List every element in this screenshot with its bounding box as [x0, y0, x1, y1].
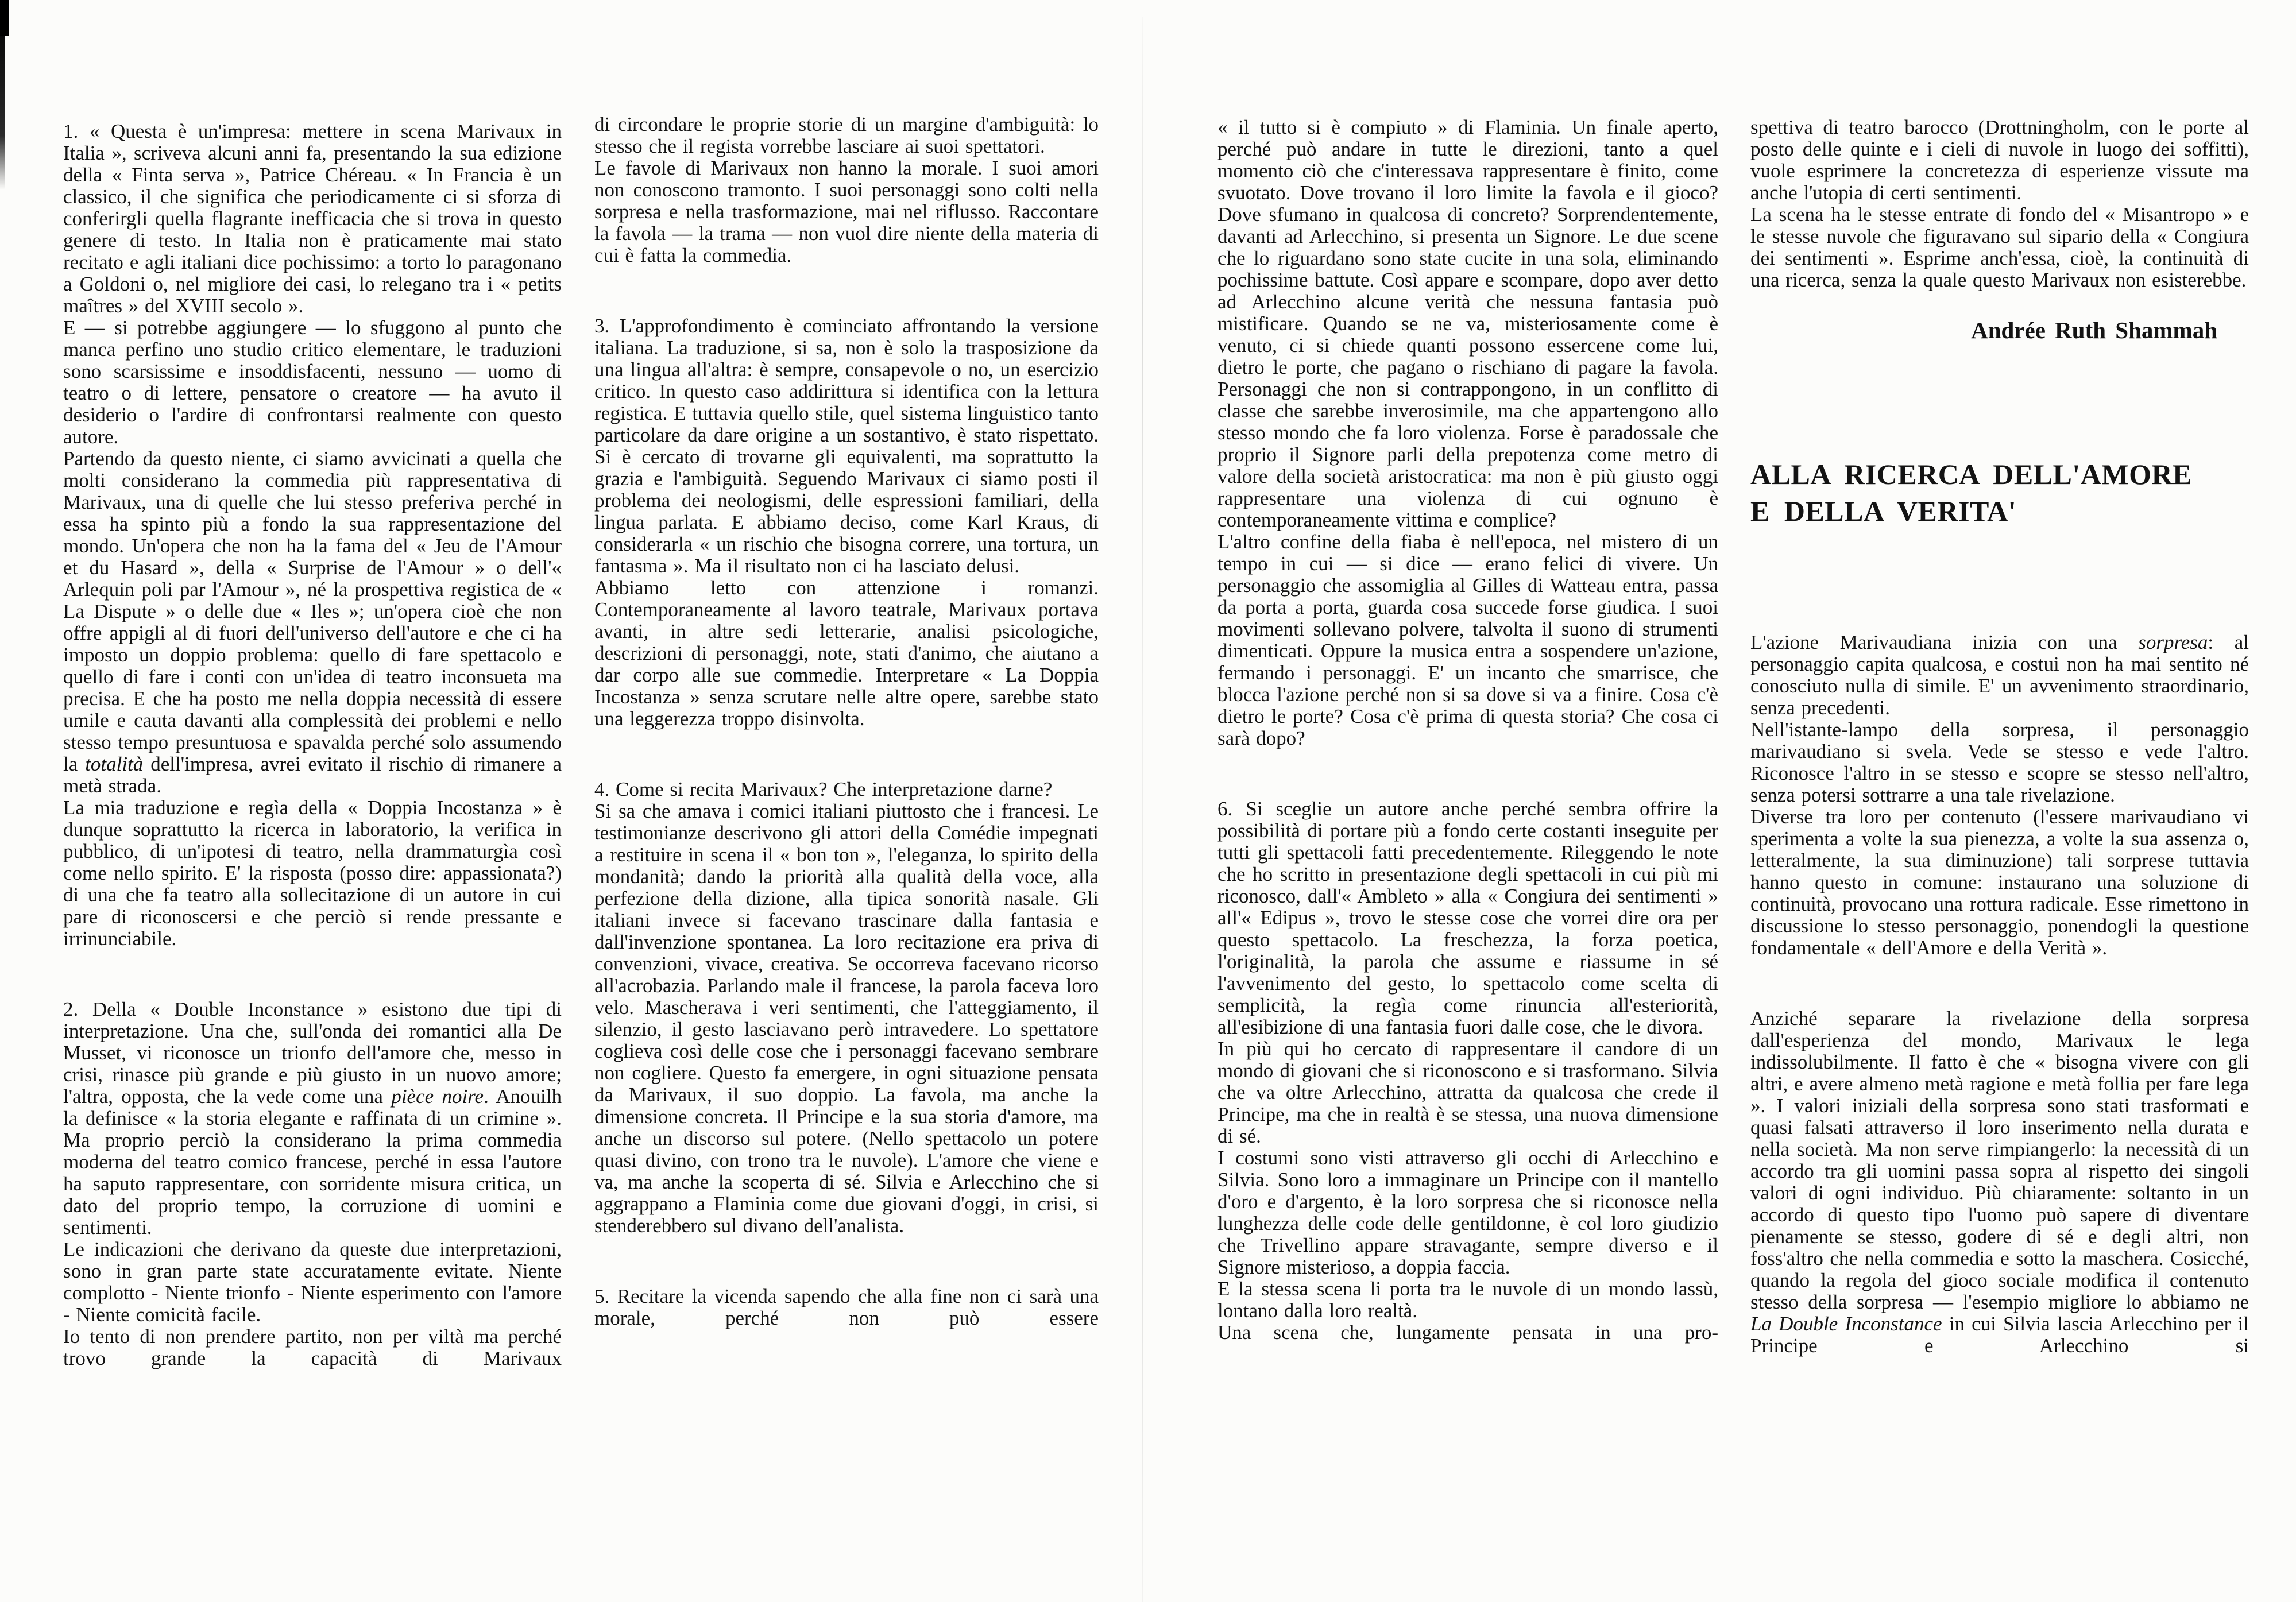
paragraph: di circondare le proprie storie di un margine d'ambiguità: lo stesso che il regista vorrebbe lasciare ai suoi spettatori. — [594, 113, 1099, 157]
paragraph: Si sa che amava i comici italiani piuttosto che i francesi. Le testimonianze descrivono gli attori della Comédie impegnati a restituire in scena il « bon ton », l'eleganza, lo spirito della mondanità; dando la priorità alla qualità della voce, alla perfezione della dizione, alla tipica sonorità nasale. Gli italiani invece si facevano trascinare dalla fantasia e dall'invenzione spontanea. La loro recitazione era priva di convenzioni, vivace, creativa. Se occorreva facevano ricorso all'acrobazia. Parlando male il francese, la parola faceva loro velo. Mascherava i veri sentimenti, che l'atteggiamento, il silenzio, il gesto lasciavano però intravedere. Lo spettatore coglieva così delle cose che i personaggi facevano sembrare non cogliere. Questo fa emergere, in ogni situazione pensata da Marivaux, il suo doppio. La favola, ma anche la dimensione concreta. Il Principe e la sua storia d'amore, ma anche un discorso sul potere. (Nello spettacolo un potere quasi divino, con trono tra le nuvole). L'amore che viene e va, ma anche la scoperta di sé. Silvia e Arlecchino che si aggrappano a Flaminia come due giovani d'oggi, in crisi, si stenderebbero sul divano dell'analista. — [594, 800, 1099, 1237]
paragraph: Una scena che, lungamente pensata in una pro- — [1217, 1321, 1718, 1344]
page-fold — [1142, 17, 1143, 1602]
scan-artifact-top-left — [0, 0, 9, 36]
text-column-3 — [1217, 117, 1718, 1344]
author-signature: Andrée Ruth Shammah — [1971, 317, 2217, 343]
paragraph: 4. Come si recita Marivaux? Che interpretazione darne? — [594, 778, 1053, 800]
text-column-2 — [594, 114, 1099, 1329]
paragraph: 5. Recitare la vicenda sapendo che alla fine non ci sarà una morale, perché non può essere — [594, 1285, 1099, 1329]
paragraph: 2. Della « Double Inconstance » esistono due tipi di interpretazione. Una che, sull'onda dei romantici alla De Musset, vi riconosce un trionfo dell'amore che, messo in crisi, rinasce più grande e più giusto in un nuovo amore; l'altra, opposta, che la vede come una pièce noire. Anouilh la definisce « la storia elegante e raffinata di un crimine ». Ma proprio perciò la considerano la prima commedia moderna del teatro comico francese, perché in essa l'autore ha saputo rappresentare, con sorridente misura critica, un dato del proprio tempo, la corruzione di uomini e sentimenti. — [63, 998, 562, 1239]
paragraph: I costumi sono visti attraverso gli occhi di Arlecchino e Silvia. Sono loro a immaginare un Principe con il mantello d'oro e d'argento, è la loro sorpresa che si riconosce nella lunghezza delle code delle gentildonne, è col loro giudizio che Trivellino appare stravagante, sempre diverso e il Signore misterioso, a doppia faccia. — [1217, 1147, 1718, 1278]
text-column-1 — [63, 121, 562, 1369]
paragraph: Abbiamo letto con attenzione i romanzi. Contemporaneamente al lavoro teatrale, Marivaux portava avanti, in altre sedi letterarie, analisi psicologiche, descrizioni di personaggi, note, stati d'animo, che aiutano a dar corpo alle sue commedie. Interpretare « La Doppia Incostanza » senza scrutare nelle altre opere, sarebbe stato una leggerezza troppo disinvolta. — [594, 576, 1099, 730]
paragraph: Le favole di Marivaux non hanno la morale. I suoi amori non conoscono tramonto. I suoi personaggi sono colti nella sorpresa e nella trasformazione, mai nel riflusso. Raccontare la favola — la trama — non vuol dire niente della materia di cui è fatta la commedia. — [594, 157, 1099, 266]
scan-artifact-left-streak — [0, 36, 5, 189]
paragraph: « il tutto si è compiuto » di Flaminia. Un finale aperto, perché può andare in tutte le direzioni, tanto a quel momento ciò che c'interessava rappresentare è finito, come svuotato. Dove trovano il loro limite la favola e il gioco? Dove sfumano in qualcosa di concreto? Sorprendentemente, davanti ad Arlecchino, si presenta un Signore. Le due scene che lo riguardano sono state cucite in una sola, eliminando pochissime battute. Così appare e scompare, dopo aver detto ad Arlecchino alcune verità che nessuna fantasia può mistificare. Quando se ne va, misteriosamente come è venuto, ci si chiede quanti possono essercene come lui, dietro le porte, che pagano o rischiano di pagare la favola. Personaggi che non si contrappongono, in un conflitto di classe che sarebbe inverosimile, ma che appartengono allo stesso mondo che fa loro violenza. Forse è paradossale che proprio il Signore parli della prepotenza come metro di valore della società aristocratica: ma non è più giusto oggi rappresentare una violenza di cui ognuno è contemporaneamente vittima e complice? — [1217, 116, 1718, 531]
paragraph: E la stessa scena li porta tra le nuvole di un mondo lassù, lontano dalla loro realtà. — [1217, 1278, 1718, 1322]
paragraph: 6. Si sceglie un autore anche perché sembra offrire la possibilità di portare più a fondo certe costanti inseguite per tutti gli spettacoli fatti precedentemente. Rileggendo le note che ho scritto in presentazione degli spettacoli in cui più mi riconosco, dall'« Ambleto » alla « Congiura dei sentimenti » all'« Edipus », trovo le stesse cose che vorrei dire ora per questo spettacolo. La freschezza, la forza poetica, l'originalità, la parola che assume e riassume in sé l'avvenimento del gesto, lo spettacolo come scelta di semplicità, la regìa come rinuncia all'esteriorità, all'esibizione di una fantasia fuori dalle cose, che le divora. — [1217, 798, 1718, 1038]
italic-run: La Double Inconstance — [1750, 1313, 1942, 1335]
paragraph: Le indicazioni che derivano da queste due interpretazioni, sono in gran parte state accuratamente evitate. Niente complotto - Niente trionfo - Niente esperimento con l'amore - Niente comicità facile. — [63, 1238, 562, 1326]
paragraph: 3. L'approfondimento è cominciato affrontando la versione italiana. La traduzione, si sa, non è solo la trasposizione da una lingua all'altra: è sempre, consapevole o no, un esercizio critico. In questo caso addirittura si identifica con la lettura registica. E tuttavia quello stile, quel sistema linguistico tanto particolare da dare origine a un sostantivo, è stato rispettato. Si è cercato di trovarne gli equivalenti, ma soprattutto la grazia e l'ambiguità. Seguendo Marivaux ci siamo posti il problema dei neologismi, delle espressioni familiari, della lingua parlata. E abbiamo deciso, come Karl Kraus, di considerarla « un rischio che bisogna correre, una tortura, un fantasma ». Ma il risultato non ci ha lasciato delusi. — [594, 315, 1099, 577]
paragraph: L'altro confine della fiaba è nell'epoca, nel mistero di un tempo in cui — si dice — erano felici di vivere. Un personaggio che assomiglia al Gilles di Watteau entra, passa da porta a porta, guarda cosa succede forse giudica. I suoi movimenti sollevano polvere, talvolta il suono di strumenti dimenticati. Oppure la musica entra a sospendere un'azione, fermando i personaggi. E' un incanto che smarrisce, che blocca l'azione perché non si sa dove si va a finire. Cosa c'è dietro le porte? Cosa c'è prima di questa storia? Che cosa ci sarà dopo? — [1217, 531, 1718, 749]
paragraph: spettiva di teatro barocco (Drottningholm, con le porte al posto delle quinte e i cieli di nuvole in luogo dei soffitti), vuole esprimere la concretezza di esperienze vissute ma anche l'utopia di certi sentimenti. — [1750, 116, 2249, 204]
paragraph: L'azione Marivaudiana inizia con una sorpresa: al personaggio capita qualcosa, e costui non ha mai sentito né conosciuto nulla di simile. E' un avvenimento straordinario, senza precedenti. — [1750, 631, 2249, 719]
article-title — [1750, 456, 2249, 529]
italic-run: totalità — [85, 753, 144, 775]
article-title-line: ALLA RICERCA DELL'AMORE — [1750, 458, 2192, 490]
paragraph: E — si potrebbe aggiungere — lo sfuggono al punto che manca perfino uno studio critico elementare, le traduzioni sono scarsissime e insoddisfacenti, nessuno — uomo di teatro o di lettere, pensatore o creatore — ha avuto il desiderio o l'ardire di confrontarsi realmente con questo autore. — [63, 316, 562, 448]
italic-run: sorpresa — [2138, 631, 2208, 653]
paragraph: 1. « Questa è un'impresa: mettere in scena Marivaux in Italia », scriveva alcuni anni fa, presentando la sua edizione della « Finta serva », Patrice Chéreau. « In Francia è un classico, il che significa che periodicamente ci si sforza di conferirgli quella flagrante inefficacia che si trova in questo genere di testo. In Italia non è praticamente mai stato recitato e agli italiani dice pochissimo: a torto lo paragonano a Goldoni o, nel migliore dei casi, lo relegano tra i « petits maîtres » del XVIII secolo ». — [63, 120, 562, 317]
paragraph: Io tento di non prendere partito, non per viltà ma perché trovo grande la capacità di Marivaux — [63, 1325, 562, 1369]
paragraph: La mia traduzione e regìa della « Doppia Incostanza » è dunque soprattutto la ricerca in laboratorio, la verifica in pubblico, di un'ipotesi di teatro, nella drammaturgìa così come nello spirito. E' la risposta (posso dire: appassionata?) di una che fa teatro alla sollecitazione di un autore in cui pare di riconoscersi e che perciò si rende pressante e irrinunciabile. — [63, 796, 562, 950]
paragraph: Anziché separare la rivelazione della sorpresa dall'esperienza del mondo, Marivaux le lega indissolubilmente. Il fatto è che « bisogna vivere con gli altri, e avere almeno metà ragione e metà follia per fare lega ». I valori iniziali della sorpresa sono stati trasformati e quasi falsati attraverso il loro inserimento nella durata e nella società. Ma non serve rimpiangerlo: la necessità di un accordo tra gli uomini passa sopra al rispetto dei singoli valori di ogni individuo. Più chiaramente: soltanto in un accordo di questo tipo l'uomo può sapere di diventare pienamente se stesso, godere di sé e degli altri, non foss'altro che nella commedia e sotto la maschera. Cosicché, quando la regola del gioco sociale modifica il contenuto stesso della sorpresa — l'esempio migliore lo abbiamo ne La Double Inconstance in cui Silvia lascia Arlecchino per il Principe e Arlecchino si — [1750, 1007, 2249, 1357]
paragraph: Diverse tra loro per contenuto (l'essere marivaudiano vi sperimenta a volte la sua pienezza, a volte la sua assenza o, letteralmente, la sua diminuzione) tali sorprese tuttavia hanno questo in comune: instaurano una soluzione di continuità, provocano una rottura radicale. Esse rimettono in discussione lo stesso personaggio, ponendogli la questione fondamentale « dell'Amore e della Verità ». — [1750, 806, 2249, 959]
text-column-4 — [1750, 117, 2249, 1357]
paragraph: Partendo da questo niente, ci siamo avvicinati a quella che molti considerano la commedia più rappresentativa di Marivaux, una di quelle che lui stesso preferiva perché in essa ha spinto più a fondo la sua rappresentazione del mondo. Un'opera che non ha la fama del « Jeu de l'Amour et du Hasard », della « Surprise de l'Amour » o dell'« Arlequin poli par l'Amour », né la prospettiva registica de « La Dispute » o delle due « Iles »; un'opera cioè che non offre appigli al di fuori dell'universo dell'autore e che ci ha imposto un doppio problema: quello di fare spettacolo e quello di fare i conti con un'idea di teatro inconsueta ma precisa. E che ha posto me nella doppia necessità di essere umile e cauta davanti alla complessità dei problemi e nello stesso tempo presuntuosa e spavalda perché solo assumendo la totalità dell'impresa, avrei evitato il rischio di rimanere a metà strada. — [63, 447, 562, 797]
paragraph: Nell'istante-lampo della sorpresa, il personaggio marivaudiano si svela. Vede se stesso e vede l'altro. Riconosce l'altro in se stesso e scopre se stesso nell'altro, senza potersi sottrarre a una tale rivelazione. — [1750, 718, 2249, 806]
italic-run: pièce noire — [391, 1085, 484, 1108]
paragraph: In più qui ho cercato di rappresentare il candore di un mondo di giovani che si riconoscono e si trasformano. Silvia che va oltre Arlecchino, attratta da qualcosa che crede il Principe, ma che in realtà è se stessa, una nuova dimensione di sé. — [1217, 1038, 1718, 1147]
article-title-line: E DELLA VERITA' — [1750, 495, 2017, 527]
paragraph: La scena ha le stesse entrate di fondo del « Misantropo » e le stesse nuvole che figuravano sul sipario della « Congiura dei sentimenti ». Esprime anch'essa, cioè, la continuità di una ricerca, senza la quale questo Marivaux non esisterebbe. — [1750, 203, 2249, 291]
